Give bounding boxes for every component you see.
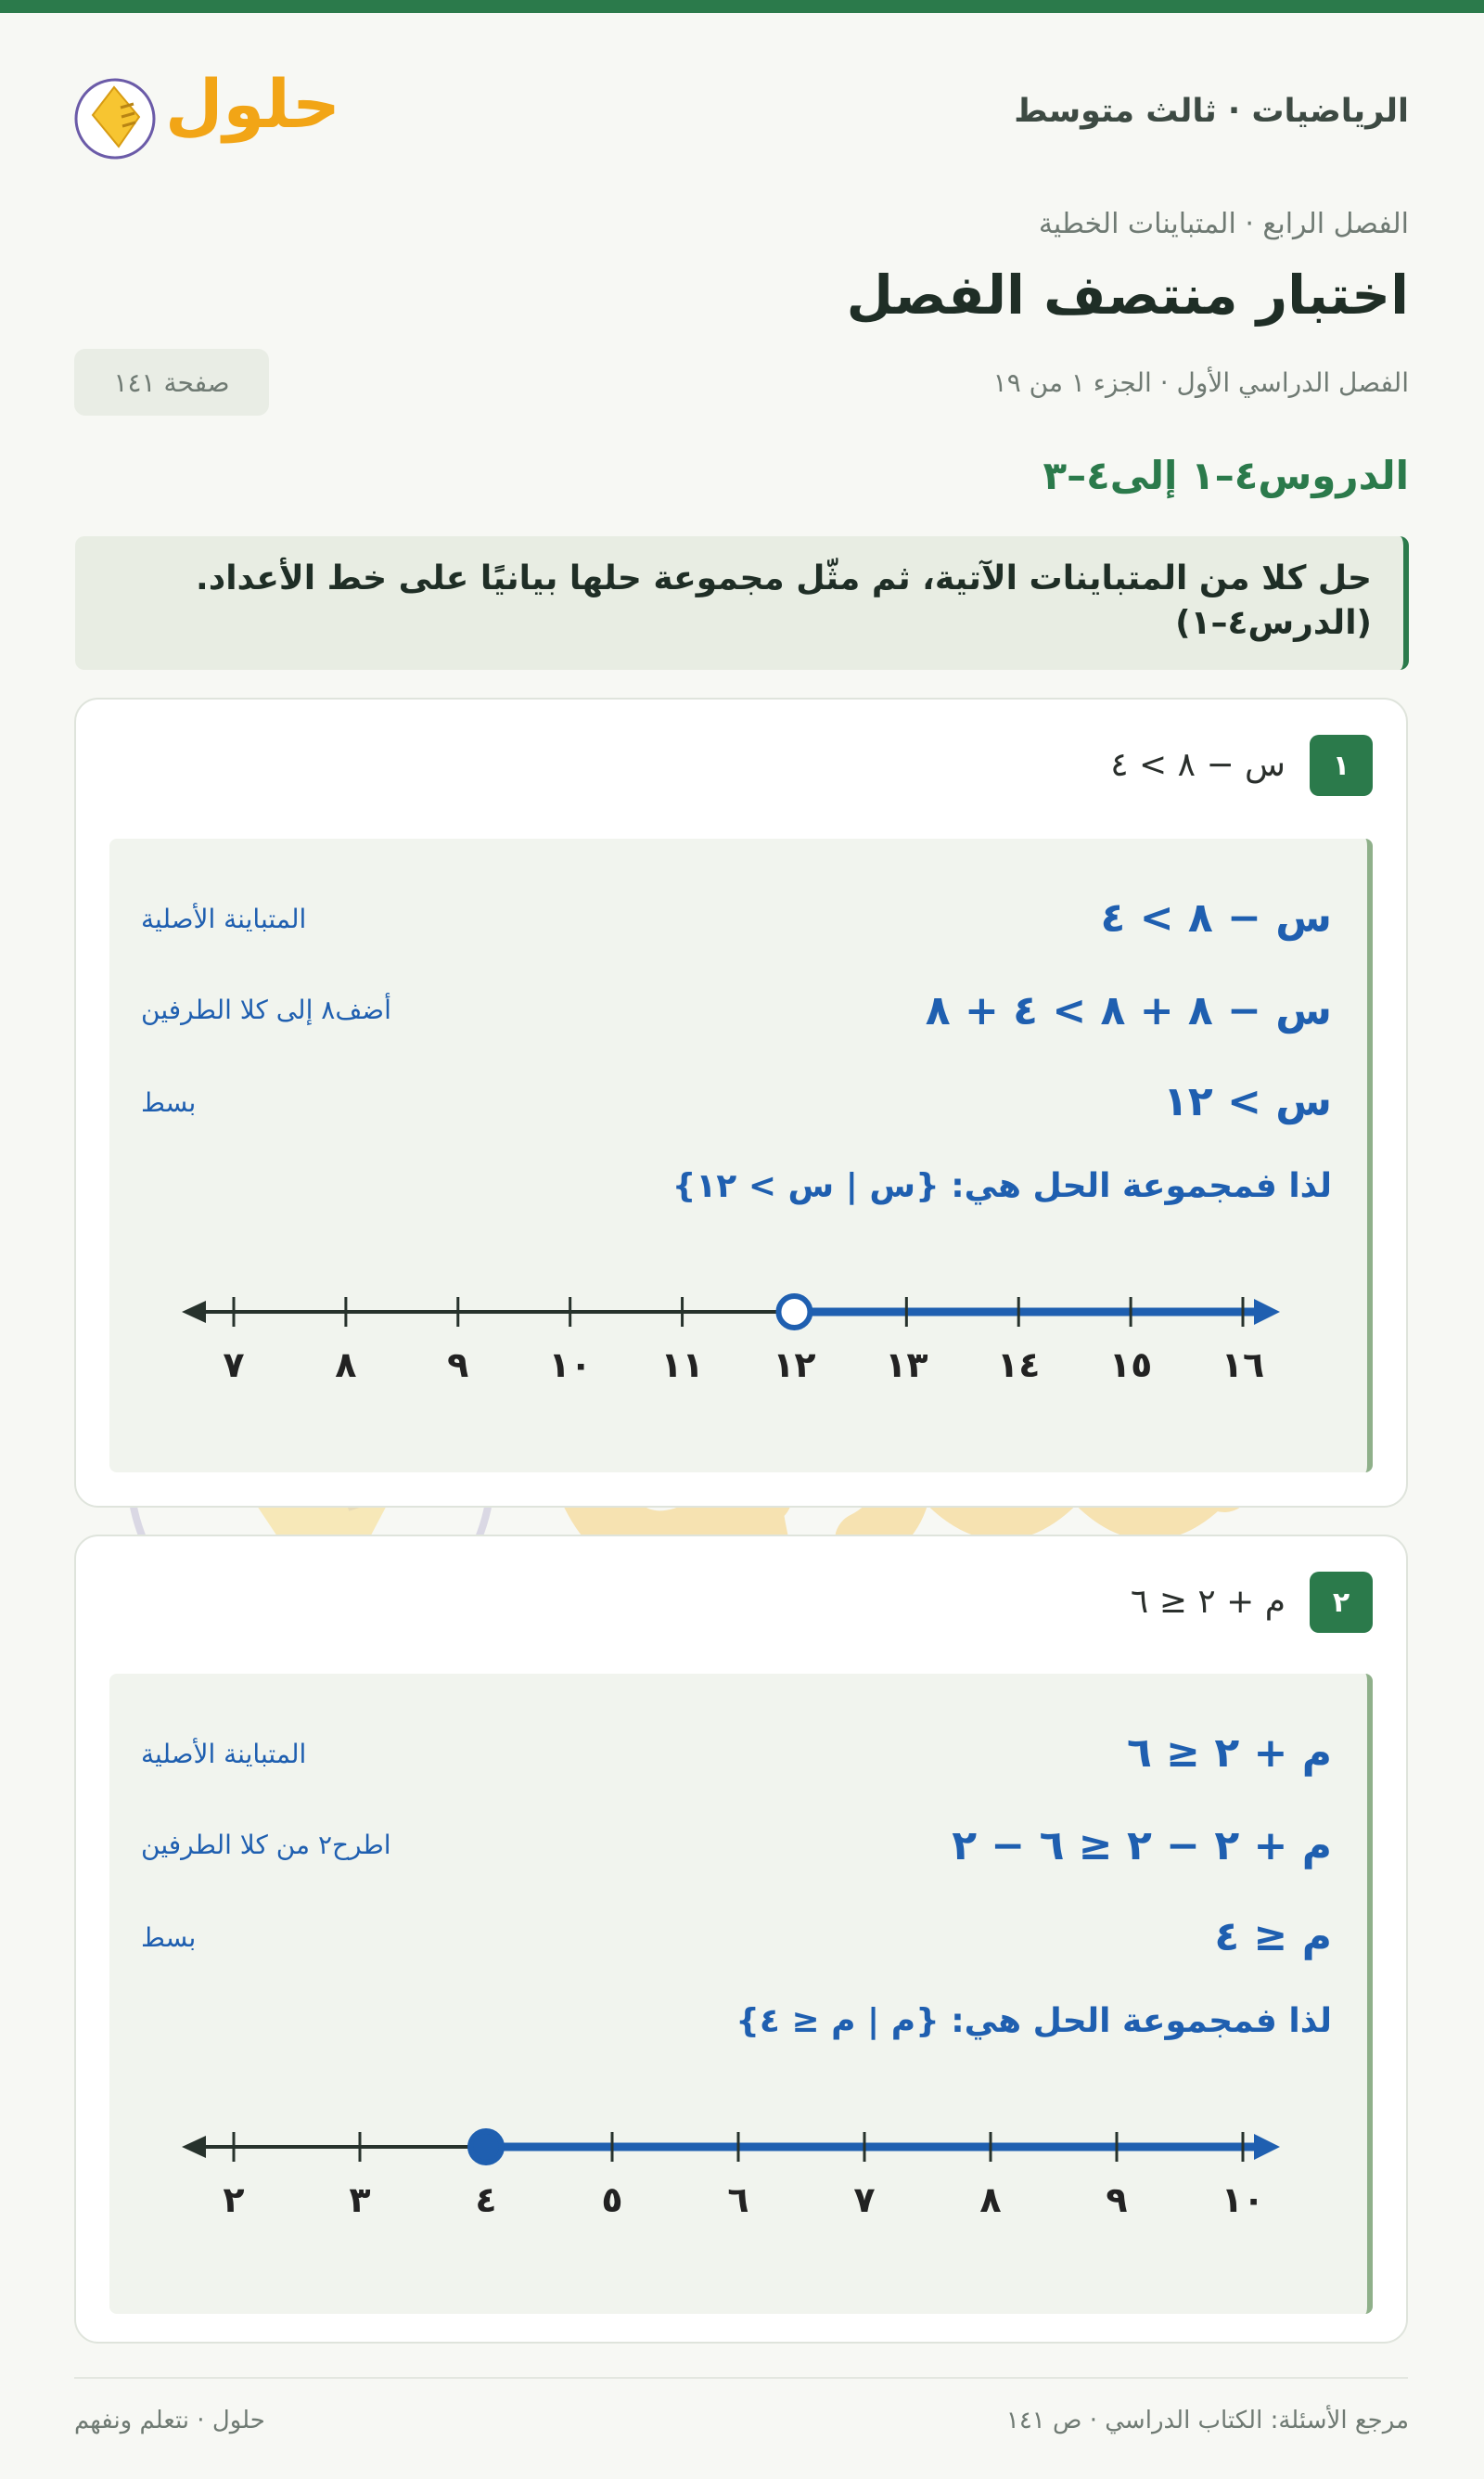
tick-label: ١٠ <box>1221 2179 1265 2220</box>
tick-label: ٩ <box>1106 2179 1128 2220</box>
tick-label: ٧ <box>223 1344 245 1385</box>
number-line <box>109 1275 1373 1395</box>
open-endpoint <box>778 1296 810 1328</box>
question-number-badge: ٢ <box>1310 1572 1373 1633</box>
solution-step-math: م ≤ ٤ <box>1214 1913 1332 1960</box>
question-text: س − ٨ > ٤ <box>1110 746 1286 784</box>
solution-panel <box>109 839 1373 1472</box>
tick-label: ٨ <box>335 1344 357 1385</box>
footer-brand: حلول · نتعلم ونفهم <box>74 2407 265 2434</box>
solution-step-math: س − ٨ > ٤ <box>1100 894 1332 942</box>
tick-label: ١٦ <box>1221 1344 1265 1385</box>
solution-step-note: بسط <box>141 1922 197 1953</box>
tick-label: ١٤ <box>997 1344 1041 1385</box>
left-arrow-icon <box>182 2136 206 2158</box>
solution-step-note: اطرح٢ من كلا الطرفين <box>141 1830 391 1860</box>
closed-endpoint <box>470 2131 502 2163</box>
solution-step-math: م + ٢ − ٢ ≤ ٦ − ٢ <box>952 1822 1332 1869</box>
question-number-badge: ١ <box>1310 735 1373 796</box>
solution-conclusion: لذا فمجموعة الحل هي: {س | س > ١٢} <box>672 1167 1332 1205</box>
tick-label: ٧ <box>853 2179 876 2220</box>
tick-label: ٥ <box>601 2179 623 2220</box>
question-text: م + ٢ ≤ ٦ <box>1130 1583 1286 1621</box>
solution-step-note: بسط <box>141 1087 197 1118</box>
page-badge: صفحة ١٤١ <box>74 349 269 416</box>
tick-label: ٨ <box>979 2179 1002 2220</box>
tick-label: ٤ <box>475 2179 497 2220</box>
solution-step-note: المتباينة الأصلية <box>141 904 307 934</box>
right-arrow-icon <box>1254 2134 1280 2160</box>
tick-label: ٦ <box>727 2179 749 2220</box>
left-arrow-icon <box>182 1301 206 1323</box>
tick-label: ١٣ <box>885 1344 928 1385</box>
tick-label: ٣ <box>349 2179 371 2220</box>
solution-step-note: المتباينة الأصلية <box>141 1739 307 1769</box>
lessons-heading: الدروس٤–١ إلى٤–٣ <box>1043 453 1409 498</box>
tick-label: ١٢ <box>773 1344 816 1385</box>
tick-label: ١٥ <box>1108 1344 1153 1385</box>
semester-label: الفصل الدراسي الأول · الجزء ١ من ١٩ <box>992 367 1409 398</box>
instruction-text: حل كلا من المتباينات الآتية، ثم مثّل مجموعة حلها بيانيًا على خط الأعداد. (الدرس٤–١) <box>196 559 1372 642</box>
logo-wordmark: حلول <box>165 65 340 143</box>
right-arrow-icon <box>1254 1299 1280 1325</box>
tick-label: ٩ <box>447 1344 469 1385</box>
chapter-label: الفصل الرابع · المتباينات الخطية <box>1038 208 1409 240</box>
solution-panel <box>109 1674 1373 2314</box>
footer-reference: مرجع الأسئلة: الكتاب الدراسي · ص ١٤١ <box>1005 2407 1409 2434</box>
tick-label: ٢ <box>223 2179 245 2220</box>
question-card <box>74 698 1408 1508</box>
solution-conclusion: لذا فمجموعة الحل هي: {م | م ≤ ٤} <box>736 2002 1332 2040</box>
brand-logo[interactable] <box>72 61 340 163</box>
footer-divider <box>74 2377 1408 2379</box>
instruction-box <box>75 536 1409 670</box>
subject-label: الرياضيات · ثالث متوسط <box>1014 93 1409 130</box>
solution-step-math: س − ٨ + ٨ > ٤ + ٨ <box>925 987 1332 1034</box>
tick-label: ١٠ <box>548 1344 592 1385</box>
solution-step-math: س > ١٢ <box>1163 1078 1332 1125</box>
number-line <box>109 2110 1373 2230</box>
page-title: اختبار منتصف الفصل <box>846 263 1409 327</box>
solution-step-math: م + ٢ ≤ ٦ <box>1127 1729 1332 1777</box>
top-accent-bar <box>0 0 1484 13</box>
solution-step-note: أضف٨ إلى كلا الطرفين <box>141 995 391 1025</box>
tick-label: ١١ <box>660 1344 704 1385</box>
question-card <box>74 1535 1408 2344</box>
